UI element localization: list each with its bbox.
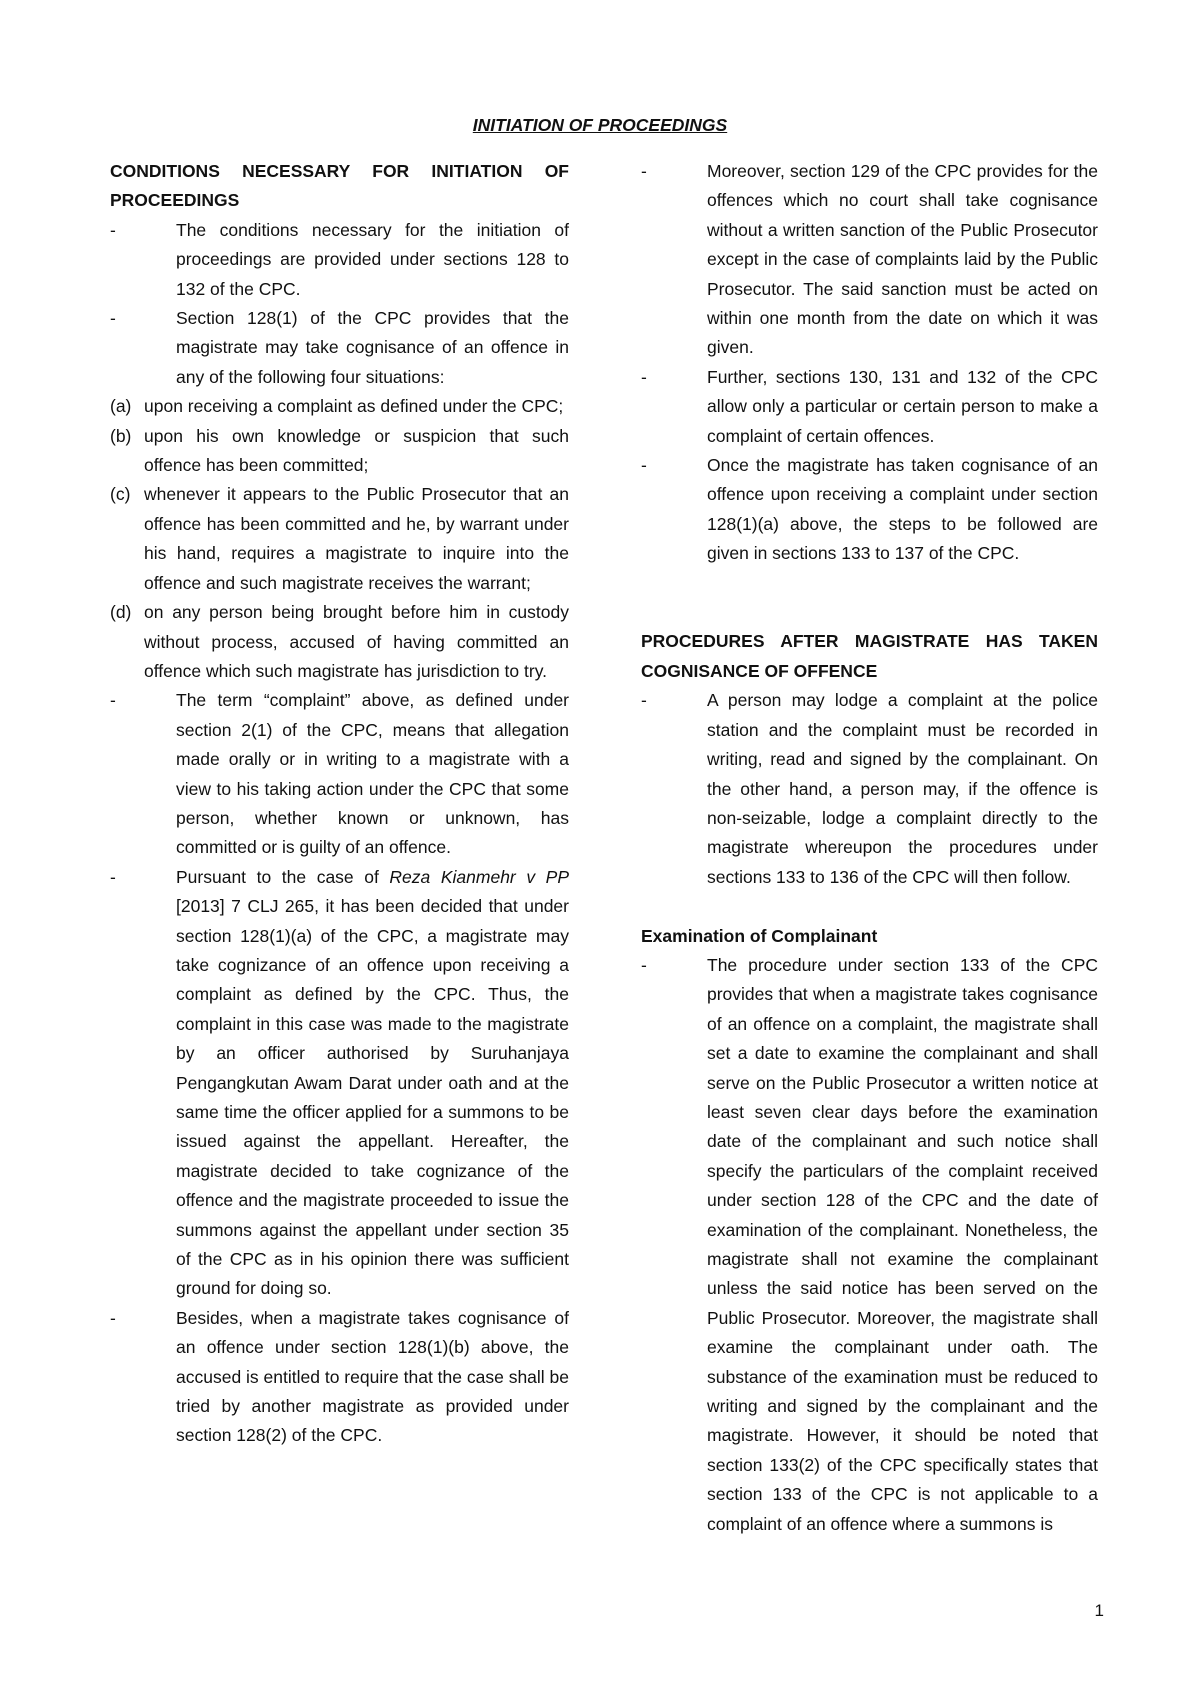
list-item-label: (d) [110, 602, 132, 623]
page-title: INITIATION OF PROCEEDINGS [472, 115, 728, 135]
list-item-label: (c) [110, 484, 131, 505]
dash-marker: - [641, 690, 647, 711]
list-item [110, 422, 569, 481]
list-item-text: whenever it appears to the Public Prosecutor that an offence has been committed and he, by warrant under his hand, requires a magistrate to inquire into the offence and such magistrate receives the warrant; [144, 484, 569, 593]
list-item-text: upon receiving a complaint as defined under the CPC; [144, 396, 564, 417]
case-name: Reza Kianmehr v PP [389, 866, 569, 887]
subheading-examination: Examination of Complainant [641, 925, 878, 946]
dash-marker: - [641, 366, 647, 387]
list-item-label: (a) [110, 396, 132, 417]
bullet-paragraph [641, 951, 1098, 1539]
dash-marker: - [641, 954, 647, 975]
bullet-paragraph [110, 686, 569, 862]
section-heading-procedures: PROCEDURES AFTER MAGISTRATE HAS TAKEN COGNISANCE OF OFFENCE [641, 631, 1098, 681]
paragraph-text: Besides, when a magistrate takes cognisance of an offence under section 128(1)(b) above, the accused is entitled to require that the case shall be tried by another magistrate as provided under section 128(2) of the CPC. [176, 1307, 570, 1446]
dash-marker: - [641, 161, 647, 181]
paragraph-text: A person may lodge a complaint at the police station and the complaint must be recorded in writing, read and signed by the complainant. On the other hand, a person may, if the offence is non-seizable, lodge a complaint directly to the magistrate whereupon the procedures under sections 133 to 136 of the CPC will then follow. [707, 690, 1098, 887]
bullet-paragraph [110, 863, 569, 1304]
list-item-text: upon his own knowledge or suspicion that such offence has been committed; [144, 425, 569, 476]
paragraph-text-rest: [2013] 7 CLJ 265, it has been decided that under section 128(1)(a) of the CPC, a magistrate may take cognizance of an offence upon receiving a complaint as defined by the CPC. Thus, the complaint in this case was made to the magistrate by an officer authorised by Suruhanjaya Pengangkutan Awam Darat under oath and at the same time the officer applied for a summons to be issued against the appellant. Hereafter, the magistrate decided to take cognizance of the offence and the magistrate proceeded to issue the summons against the appellant under section 35 of the CPC as in his opinion there was sufficient ground for doing so. [176, 896, 569, 1299]
bullet-paragraph [641, 686, 1098, 892]
bullet-paragraph [641, 363, 1098, 451]
bullet-paragraph [110, 216, 569, 304]
blank-space [641, 892, 1098, 921]
dash-marker: - [110, 690, 116, 711]
dash-marker: - [110, 866, 116, 887]
right-column [641, 157, 1098, 1539]
paragraph-text-start: Pursuant to the case of [176, 866, 390, 887]
dash-marker: - [110, 219, 116, 240]
dash-marker: - [110, 1307, 116, 1328]
bullet-paragraph [110, 304, 569, 392]
paragraph-text: Section 128(1) of the CPC provides that the magistrate may take cognisance of an offence in any of the following four situations: [176, 308, 569, 387]
list-item-text: on any person being brought before him in custody without process, accused of having committed an offence which such magistrate has jurisdiction to try. [144, 602, 569, 681]
list-item [110, 598, 569, 686]
paragraph-text: Once the magistrate has taken cognisance of an offence upon receiving a complaint under section 128(1)(a) above, the steps to be followed are given in sections 133 to 137 of the CPC. [707, 455, 1098, 564]
paragraph-text: The conditions necessary for the initiation of proceedings are provided under sections 128 to 132 of the CPC. [176, 219, 569, 299]
left-column [110, 157, 569, 1451]
list-item [110, 392, 569, 421]
bullet-paragraph [110, 1304, 569, 1451]
blank-space [641, 569, 1098, 628]
paragraph-text [176, 863, 569, 1304]
dash-marker: - [110, 308, 116, 329]
list-item-label: (b) [110, 425, 132, 446]
paragraph-text: Further, sections 130, 131 and 132 of the CPC allow only a particular or certain person to make a complaint of certain offences. [707, 366, 1098, 446]
bullet-paragraph [641, 451, 1098, 569]
paragraph-text: The procedure under section 133 of the CPC provides that when a magistrate takes cognisance of an offence on a complaint, the magistrate shall set a date to examine the complainant and shall serve on the Public Prosecutor a written notice at least seven clear days before the examination date of the complainant and such notice shall specify the particulars of the complaint received under section 128 of the CPC and the date of examination of the complainant. Nonetheless, the magistrate shall not examine the complainant unless the said notice has been served on the Public Prosecutor. Moreover, the magistrate shall examine the complainant under oath. The substance of the examination must be reduced to writing and signed by the complainant and the magistrate. However, it should be noted that section 133(2) of the CPC specifically states that section 133 of the CPC is not applicable to a complaint of an offence where a summons is [707, 954, 1098, 1534]
paragraph-text: Moreover, section 129 of the CPC provides for the offences which no court shall take cognisance without a written sanction of the Public Prosecutor except in the case of complaints laid by the Public Prosecutor. The said sanction must be acted on within one month from the date on which it was given. [707, 161, 1098, 358]
section-heading-conditions: CONDITIONS NECESSARY FOR INITIATION OF PROCEEDINGS [110, 161, 569, 211]
bullet-paragraph [641, 157, 1098, 363]
page-number: 1 [1094, 1601, 1104, 1620]
list-item [110, 480, 569, 598]
dash-marker: - [641, 455, 647, 476]
paragraph-text: The term “complaint” above, as defined under section 2(1) of the CPC, means that allegation made orally or in writing to a magistrate with a view to his taking action under the CPC that some person, whether known or unknown, has committed or is guilty of an offence. [176, 690, 569, 858]
